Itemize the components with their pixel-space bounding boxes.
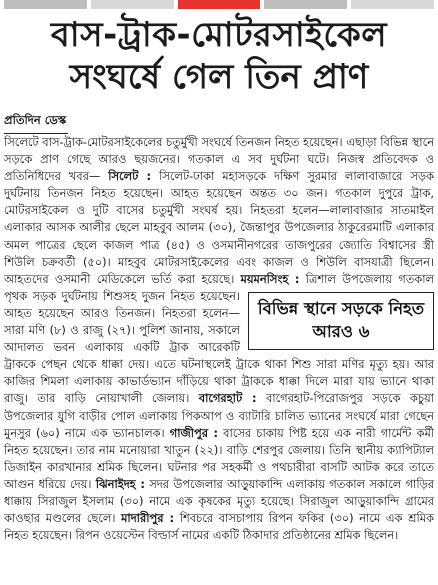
dateline: গাজীপুর : <box>169 425 219 440</box>
lead-text: সিলেটে বাস-ট্রাক-মোটরসাইকেলের চতুর্মুখী সংঘর্ষে তিনজন নিহত হয়েছেন। এছাড়া বিভিন্ন স্থানে সড়কে প্রাণ গেছে আরও ছয়জনের। গতকাল এ সব দুর্ঘটনা ঘটে। নিজস্ব প্রতিবেদক ও প্রতিনিধিদের খবর— <box>4 135 434 184</box>
color-strip <box>4 0 87 9</box>
color-strip <box>91 0 174 9</box>
paragraph <box>4 134 434 544</box>
desk-credit: প্রতিদিন ডেস্ক <box>4 112 68 134</box>
color-strip <box>351 0 434 9</box>
paragraph-text: সিলেট-ঢাকা মহাসড়কে দক্ষিণ সুরমার লালাবাজারে সড়ক দুর্ঘটনায় তিনজন নিহত হয়েছেন। আহত হয়েছেন অন্তত ৩০ জন। গতকাল দুপুরে ট্রাক, মোটরসাইকেল ও দুটি বাসের চতুর্মুখী সংঘর্ষ হয়। নিহতরা হলেন—লালাবাজার সাতমাইল এলাকার আসক আলীর ছেলে মাহবুব আলম (৩০), জৈন্তাপুর উপজেলার ঠাকুরেরমাটি এলাকার অমল পাত্রের ছেলে কাজল পাত্র (৪৫) ও ওসমানীনগরের তাজপুরের জ্যোতি বিশ্বাসের স্ত্রী শিউলি চক্রবর্তী (৫০)। মাহবুব মোটরসাইকেলের এবং কাজল ও শিউলি বাসযাত্রী ছিলেন। আহতদের ওসমানী মেডিকেলে ভর্তি করা হয়েছে। <box>4 169 435 286</box>
dateline: ময়মনসিংহ : <box>240 271 300 286</box>
color-strip <box>264 0 347 9</box>
headline-line-2: সংঘর্ষে গেল তিন প্রাণ <box>69 57 369 97</box>
color-strip <box>178 0 261 9</box>
paragraph-text: বাগেরহাট-পিরোজপুর সড়কে কচুয়া উপজেলার যুগি বাড়ীর পোল এলাকায় পিকআপ ও ব্যাটারি চালিত ভ্যানের সংঘর্ষে মারা গেছেন মুনসুর (৬০) নামে এক ভ্যানচালক। <box>4 391 434 440</box>
top-color-bar <box>0 0 438 14</box>
headline <box>0 15 438 97</box>
dateline: মাদারীপুর : <box>121 511 175 526</box>
dateline: বাগেরহাট : <box>198 391 257 406</box>
headline-line-1: বাস-ট্রাক-মোটরসাইকেল <box>50 15 388 55</box>
article-body <box>4 134 434 544</box>
paragraph-text: শিবচরে বাসচাপায় রিপন ফকির (৩০) নামে এক শ্রমিক নিহত হয়েছেন। রিপন ওয়েস্টেন বিল্ডার্স নামের একটি ঠিকাদার প্রতিষ্ঠানের শ্রমিক ছিলেন। <box>4 511 434 543</box>
paragraph-text: বাসের চাকায় পিষ্ট হয়ে এক নারী গার্মেন্ট কর্মী নিহত হয়েছেন। তার নাম মনোয়ারা খাতুন (২২)। বাড়ি শেরপুর জেলায়। তিনি স্থানীয় ক্যাপিট্যাল ডিজাইন কারখানার শ্রমিক ছিলেন। ঘটনার পর সহকর্মী ও পথচারীরা বাসটি আটক করে তাতে আগুন ধরিয়ে দেয়। <box>4 425 435 491</box>
paragraph-text: সদর উপজেলার আড়ুয়াকান্দি এলাকায় গতকাল সকালে গাড়ির ধাক্কায় সিরাজুল ইসলাম (৩০) নামে এক কৃষকের মৃত্যু হয়েছে। সিরাজুল আড়ুয়াকান্দি গ্রামের কাওছার মণ্ডলের ছেলে। <box>4 476 435 526</box>
dateline: ঝিনাইদহ : <box>95 476 145 491</box>
paragraph-text: ত্রিশাল উপজেলায় গতকাল পৃথক সড়ক দুর্ঘটনায় শিশুসহ দুজন নিহত হয়েছেন। আহত হয়েছেন আরও তিনজন। নিহতরা হলেন— সারা মণি (৮) ও রাজু (২৭)। পুলিশ জানায়, সকালে আদালত ভবন এলাকায় একটি ট্রাক আরেকটি ট্রাককে পেছন থেকে ধাক্কা দেয়। এতে ঘটনাস্থলেই ট্রাকে থাকা শিশু সারা মণির মৃত্যু হয়। আর কাজির শিমলা এলাকায় কাভার্ডভ্যান দাঁড়িয়ে থাকা ট্রাককে ধাক্কা দিলে মারা যায় ভ্যানে থাকা রাজু। তার বাড়ি নোয়াখালী জেলায়। <box>4 271 435 406</box>
inset-box: বিভিন্ন স্থানে সড়কে নিহত আরও ৬ <box>248 292 434 350</box>
dateline: সিলেট : <box>108 169 152 184</box>
